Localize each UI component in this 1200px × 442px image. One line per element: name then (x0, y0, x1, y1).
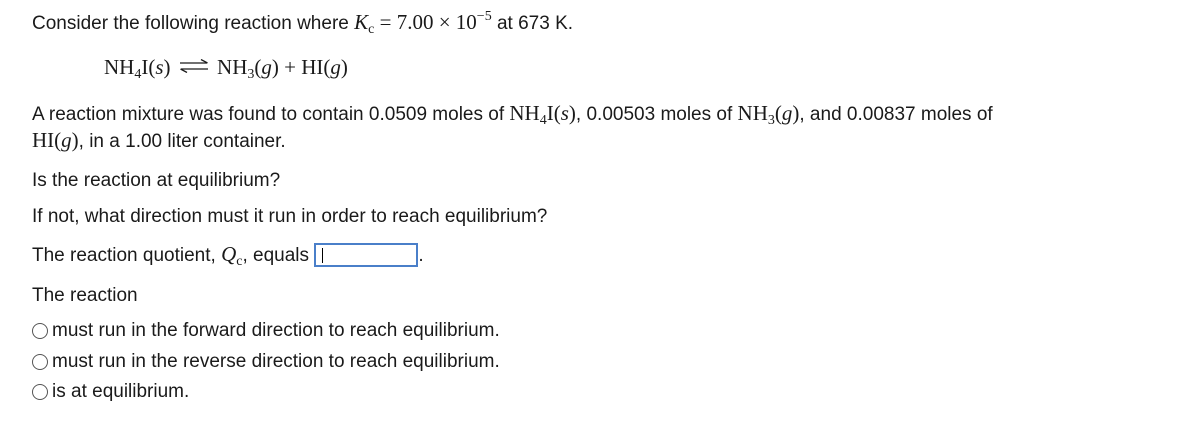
option-forward-label: must run in the forward direction to reach equilibrium. (52, 320, 500, 341)
reaction-label: The reaction (32, 285, 138, 306)
radio-forward[interactable] (32, 323, 48, 339)
intro-statement (32, 10, 573, 36)
quotient-line: The reaction quotient, $Q_c$, equals . (32, 242, 424, 269)
text-caret (322, 248, 323, 263)
radio-reverse[interactable] (32, 354, 48, 370)
question-direction: If not, what direction must it run in order to reach equilibrium? (32, 206, 548, 227)
equilibrium-arrows-icon (179, 59, 209, 73)
option-reverse[interactable] (32, 349, 500, 375)
option-forward[interactable] (32, 318, 500, 344)
reaction-equation: $NH_4I(s) NH_3(g) + HI(g)$ (104, 55, 348, 82)
mixture-text-line2: HI(g), in a 1.00 liter container. (32, 128, 286, 152)
mixture-text-line1: A reaction mixture was found to contain 0.0509 moles of $NH_4I(s)$, 0.00503 moles of $NH_3(g)$, and 0.00837 moles of (32, 101, 993, 128)
intro-prefix: Consider the following reaction where (32, 13, 349, 34)
question-equilibrium: Is the reaction at equilibrium? (32, 170, 281, 191)
option-equilibrium[interactable] (32, 379, 189, 405)
radio-equilibrium[interactable] (32, 384, 48, 400)
kc-expression: $K_c = 7.00 \times 10^{-5}$ (354, 9, 492, 37)
option-equilibrium-label: is at equilibrium. (52, 381, 190, 402)
option-reverse-label: must run in the reverse direction to reach equilibrium. (52, 351, 500, 372)
intro-suffix: at 673 K. (496, 13, 574, 34)
quotient-input[interactable] (314, 243, 418, 267)
